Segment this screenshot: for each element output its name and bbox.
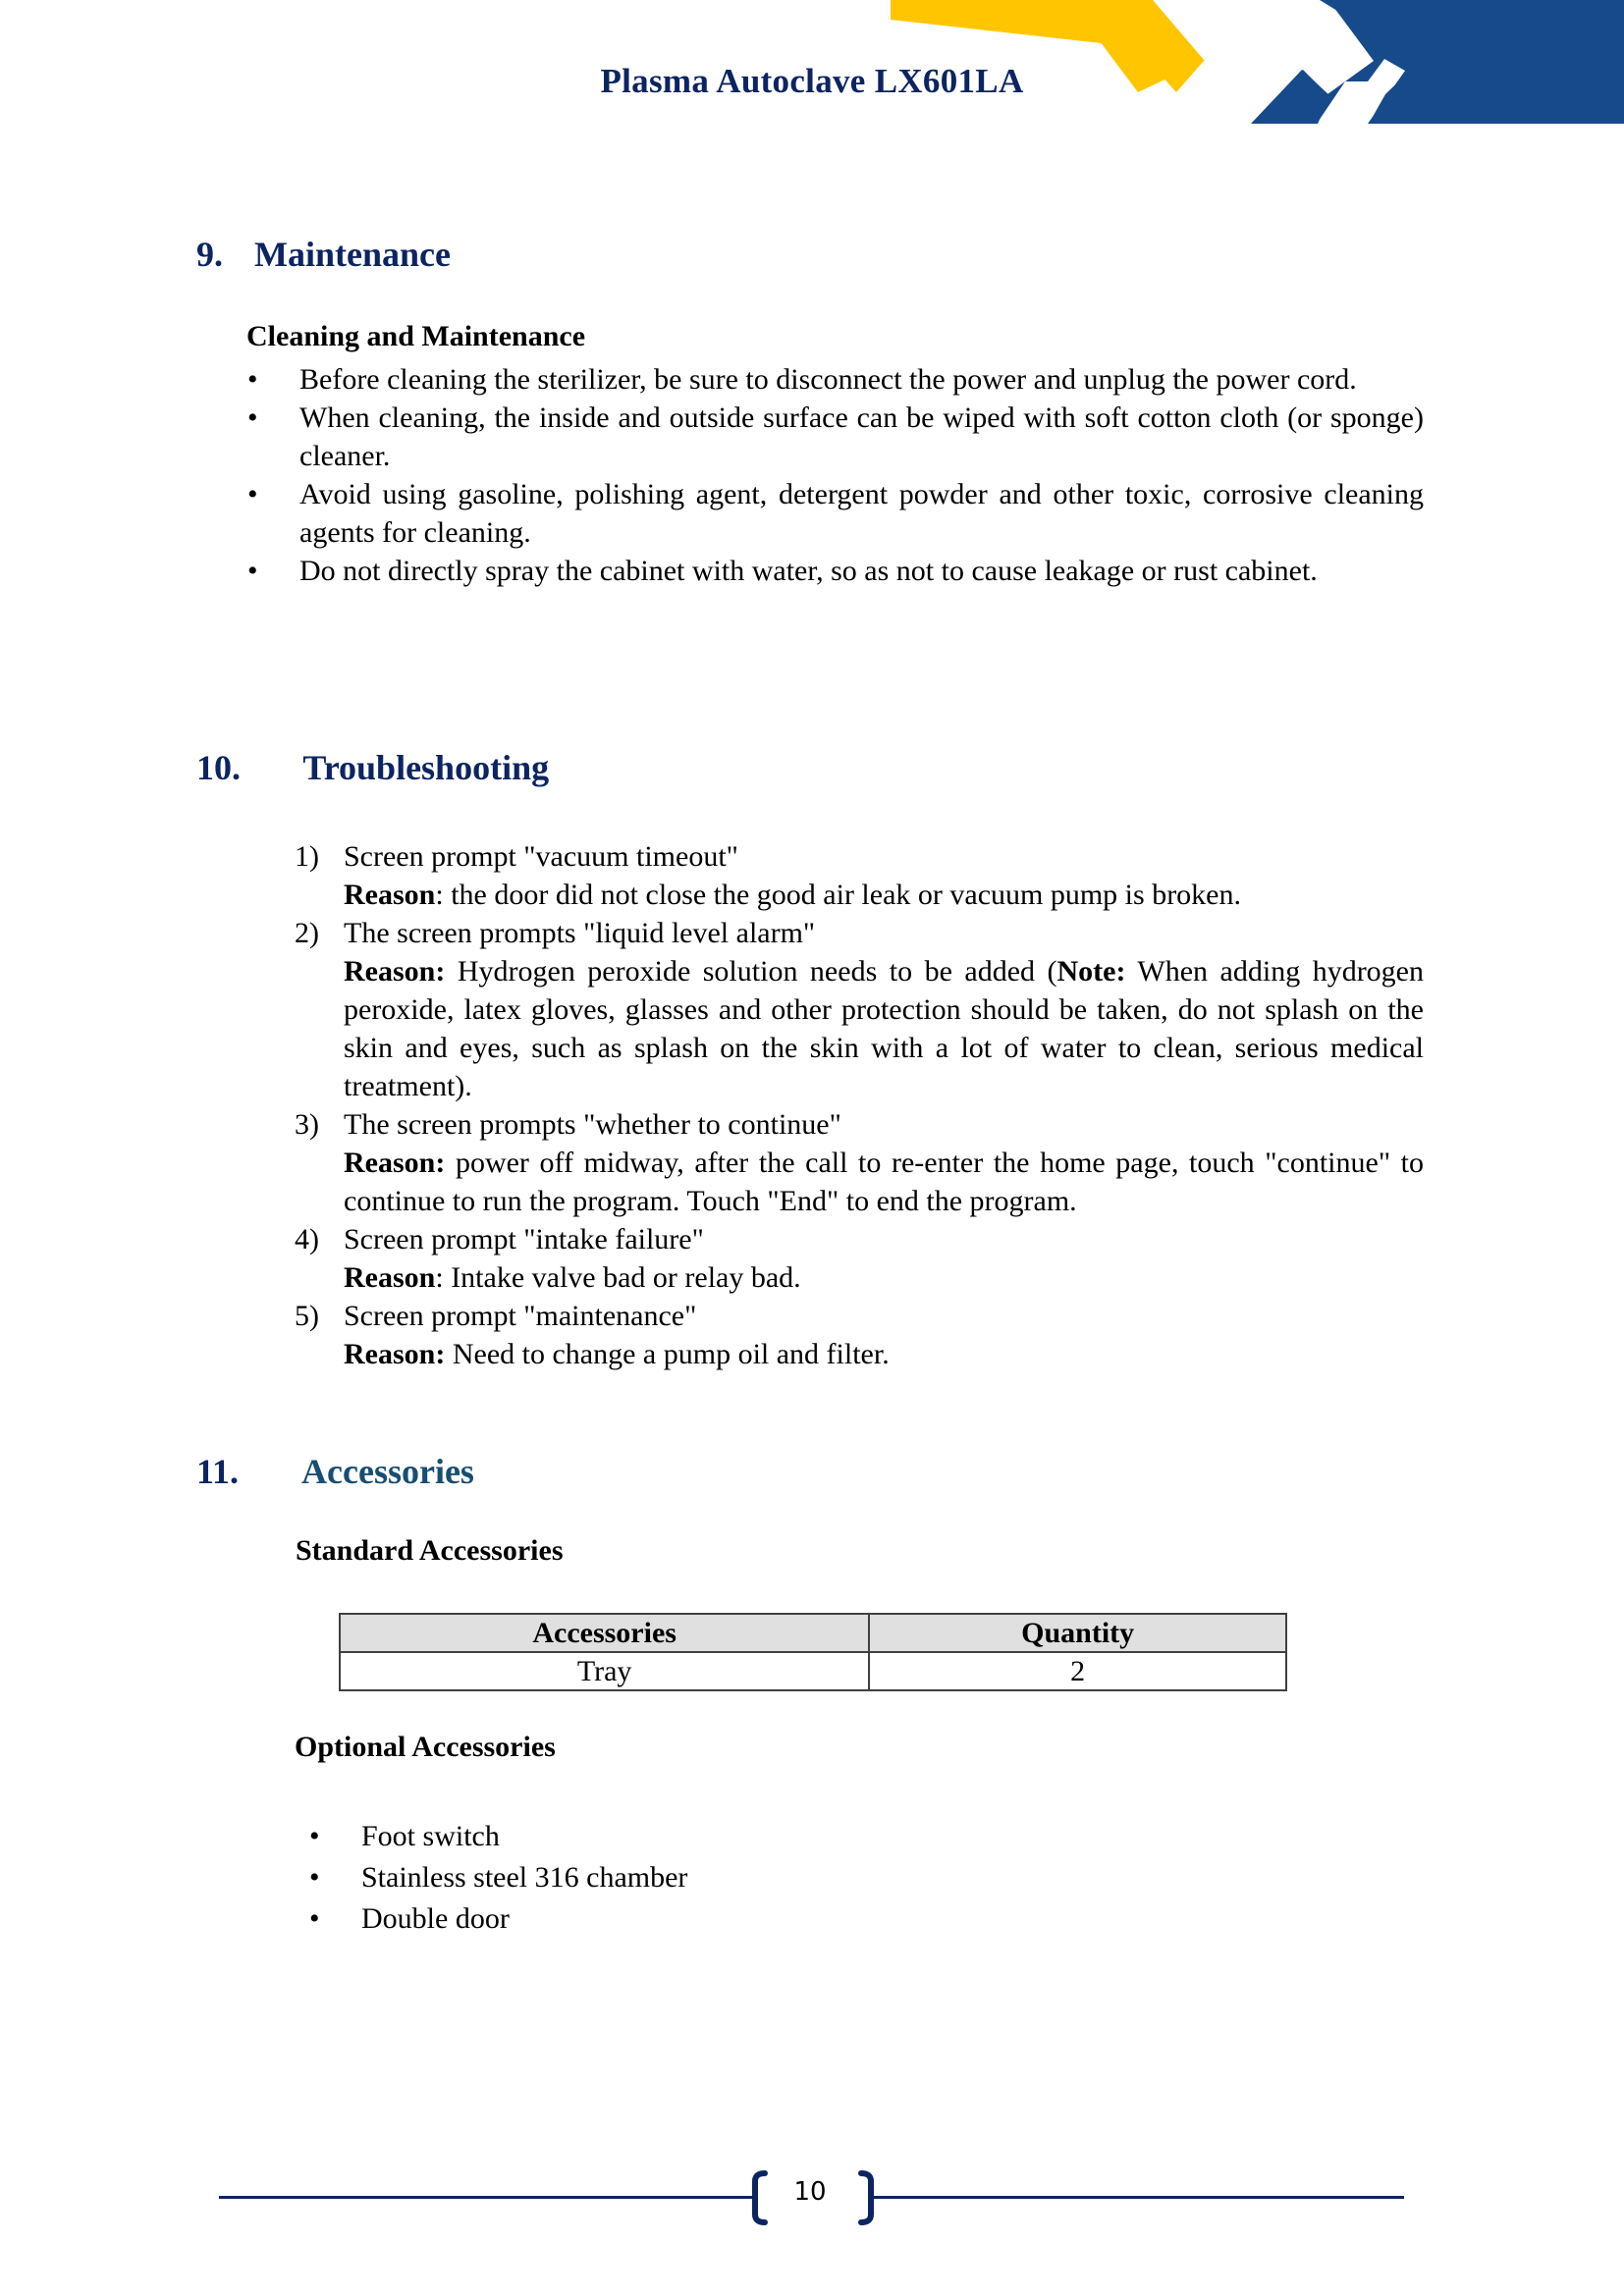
item-marker: 5): [295, 1300, 319, 1332]
prompt-text: The screen prompts "liquid level alarm": [344, 917, 816, 949]
column-header-accessories: Accessories: [340, 1614, 869, 1652]
footer-right-bracket-icon: [857, 2169, 877, 2226]
troubleshooting-item: [295, 1220, 1424, 1297]
section-heading-accessories: [196, 1451, 474, 1492]
optional-accessories-list: [307, 1816, 1093, 1940]
section-number: 10.: [196, 748, 241, 787]
table-row: [340, 1652, 1286, 1690]
section-heading-maintenance: [196, 234, 451, 275]
list-item: • Before cleaning the sterilizer, be sure to disconnect the power and unplug the power cord.: [245, 360, 1424, 399]
item-marker: 4): [295, 1223, 319, 1255]
table-header-row: [340, 1614, 1286, 1652]
prompt-text: Screen prompt "vacuum timeout": [344, 840, 738, 873]
cell-accessory: Tray: [340, 1652, 869, 1690]
list-item: • Foot switch: [307, 1816, 1093, 1857]
document-title: Plasma Autoclave LX601LA: [600, 62, 1024, 100]
item-marker: 2): [295, 917, 319, 949]
reason-text: Reason: Hydrogen peroxide solution needs to be added (Note: When adding hydrogen peroxide, latex gloves, glasses and other protection should be taken, do not splash on the skin and eyes, such as splash on the skin with a lot of water to clean, serious medical treatment).: [344, 955, 1425, 1102]
prompt-text: The screen prompts "whether to continue": [344, 1108, 841, 1141]
reason-text: Reason: power off midway, after the call to re-enter the home page, touch "continue" to continue to run the program. Touch "End" to end the program.: [344, 1147, 1425, 1217]
footer-rule-left: [219, 2196, 754, 2199]
troubleshooting-item: [295, 1105, 1424, 1220]
reason-text: Reason: Intake valve bad or relay bad.: [344, 1261, 801, 1294]
section-number: 9.: [196, 235, 223, 274]
troubleshooting-item: [295, 837, 1424, 914]
accessories-table: [339, 1613, 1287, 1691]
prompt-text: Screen prompt "intake failure": [344, 1223, 704, 1255]
list-item: • Do not directly spray the cabinet with water, so as not to cause leakage or rust cabinet.: [245, 552, 1424, 590]
note-label: Note:: [1056, 955, 1126, 988]
troubleshooting-item: [295, 1297, 1424, 1373]
section-title: Troubleshooting: [302, 748, 550, 787]
subheading-standard-accessories: Standard Accessories: [296, 1534, 564, 1567]
section-heading-troubleshooting: [196, 747, 549, 788]
item-marker: 3): [295, 1108, 319, 1141]
item-marker: 1): [295, 840, 319, 873]
list-item: • Stainless steel 316 chamber: [307, 1857, 1093, 1898]
troubleshooting-list: [295, 837, 1424, 1373]
section-number: 11.: [196, 1452, 240, 1491]
prompt-text: Screen prompt "maintenance": [344, 1300, 697, 1332]
list-item: • Avoid using gasoline, polishing agent, detergent powder and other toxic, corrosive cleaning agents for cleaning.: [245, 475, 1424, 552]
subheading-optional-accessories: Optional Accessories: [295, 1731, 556, 1763]
section-title: Accessories: [301, 1452, 474, 1491]
footer-rule-right: [872, 2196, 1404, 2199]
subheading-cleaning: Cleaning and Maintenance: [246, 320, 586, 352]
cell-quantity: 2: [869, 1652, 1286, 1690]
reason-text: Reason: Need to change a pump oil and filter.: [344, 1338, 890, 1370]
troubleshooting-item: [295, 914, 1424, 1105]
column-header-quantity: Quantity: [869, 1614, 1286, 1652]
reason-text: Reason: the door did not close the good air leak or vacuum pump is broken.: [344, 879, 1242, 911]
list-item: • Double door: [307, 1898, 1093, 1940]
section-title: Maintenance: [254, 235, 451, 274]
list-item: • When cleaning, the inside and outside surface can be wiped with soft cotton cloth (or sponge) cleaner.: [245, 399, 1424, 475]
footer-left-bracket-icon: [749, 2169, 769, 2226]
page-number: 10: [793, 2177, 827, 2207]
maintenance-bullet-list: [245, 360, 1424, 590]
